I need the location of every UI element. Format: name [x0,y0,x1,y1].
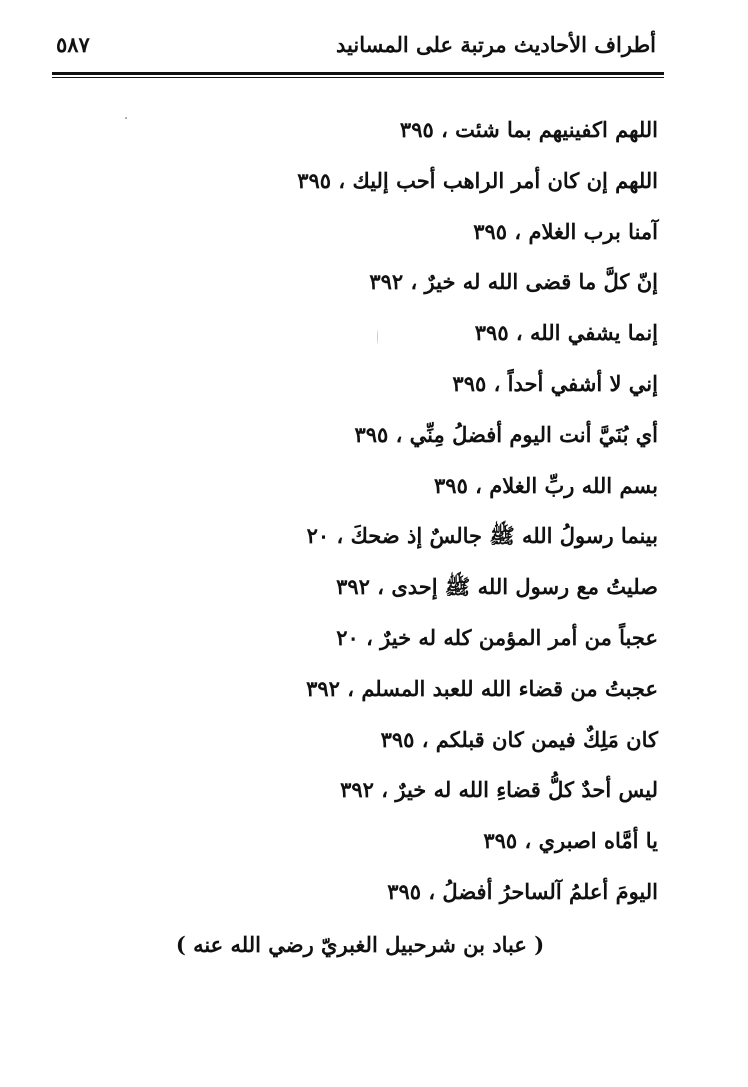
page-header [56,24,656,70]
index-entry: بسم الله ربِّ الغلام ، ٣٩٥ [434,472,658,498]
index-entry: إنما يشفي الله ، ٣٩٥ [474,320,658,346]
index-entry: صليتُ مع رسول الله ﷺ إحدى ، ٣٩٢ [336,574,658,600]
index-entry: اللهم اكفينيهم بما شئت ، ٣٩٥ [399,117,658,142]
index-entry: عجبتُ من قضاء الله للعبد المسلم ، ٣٩٢ [306,675,658,701]
header-rule-thin [52,77,664,78]
index-entry: أي بُنَيَّ أنت اليوم أفضلُ مِنِّي ، ٣٩٥ [354,421,658,447]
index-entry: كان مَلِكٌ فيمن كان قبلكم ، ٣٩٥ [380,726,658,752]
running-title: أطراف الأحاديث مرتبة على المسانيد [336,32,656,57]
header-rule-thick [52,72,664,75]
index-entry: بينما رسولُ الله ﷺ جالسٌ إذ ضحكَ ، ٢٠ [306,523,658,549]
index-entry: ليس أحدٌ كلُّ قضاءِ الله له خيرٌ ، ٣٩٢ [340,777,658,803]
scan-speck [125,117,127,119]
index-entry: يا أمَّاه اصبري ، ٣٩٥ [483,828,658,854]
narrator-heading: ( عباد بن شرحبيل الغبريّ رضي الله عنه ) [175,932,545,957]
index-entry: إني لا أشفي أحداً ، ٣٩٥ [452,370,658,396]
index-entry: آمنا برب الغلام ، ٣٩٥ [473,218,658,244]
hadith-index-list [98,108,658,921]
index-entry: اليومَ أعلمُ آلساحرُ أفضلُ ، ٣٩٥ [387,878,658,904]
index-entry: عجباً من أمر المؤمن كله له خيرٌ ، ٢٠ [336,624,658,650]
index-entry: إنّ كلَّ ما قضى الله له خيرٌ ، ٣٩٢ [369,269,658,295]
index-entry: اللهم إن كان أمر الراهب أحب إليك ، ٣٩٥ [297,167,658,193]
scan-speck [377,330,378,344]
page-number: ٥٨٧ [56,32,90,57]
